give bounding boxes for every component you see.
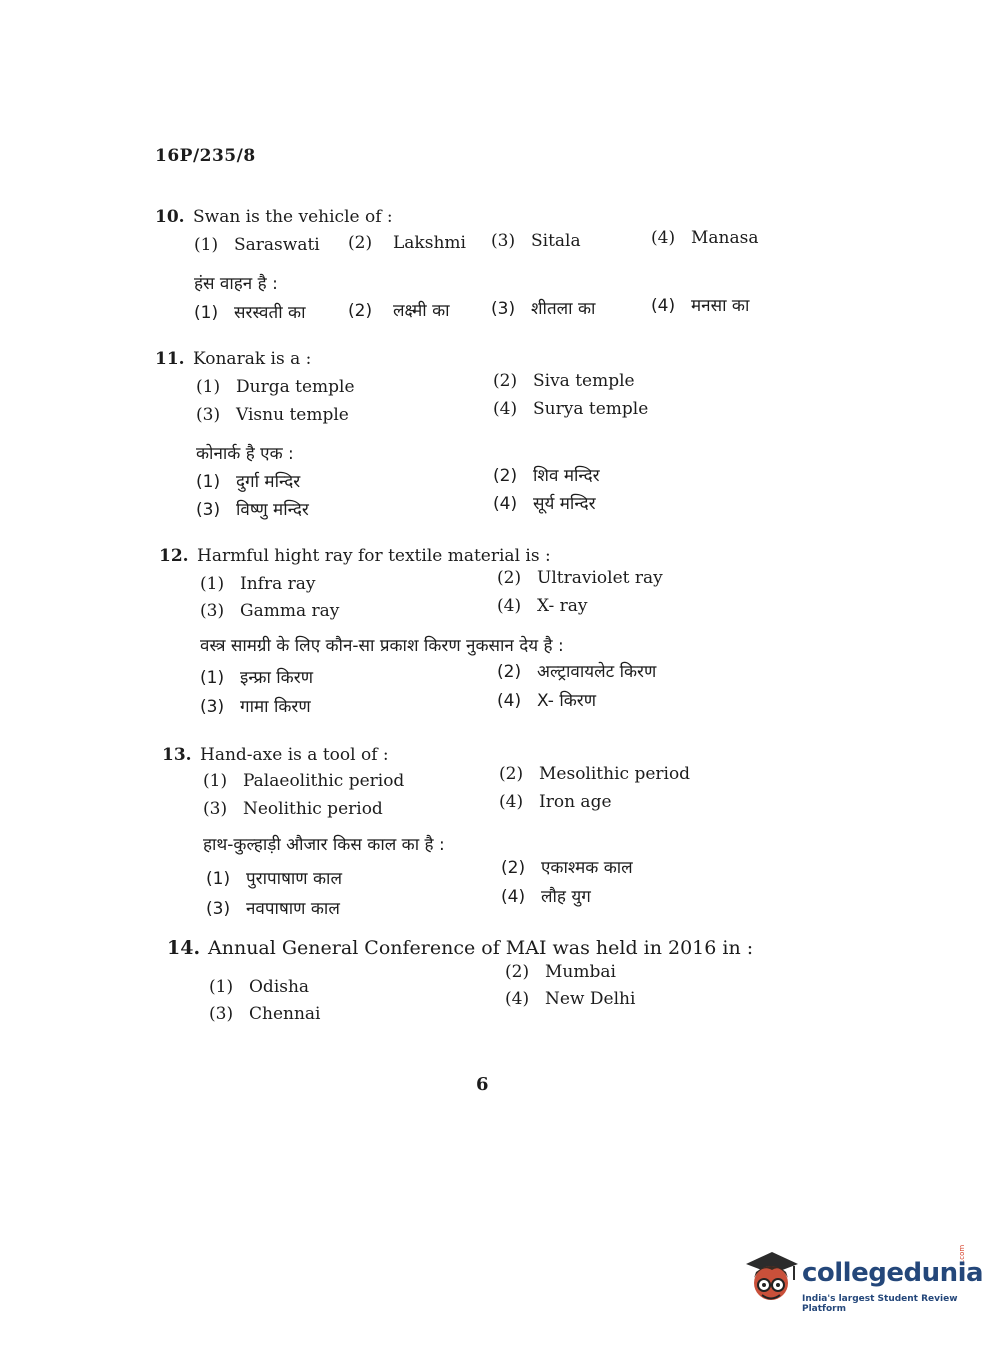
logo-domain: .com <box>958 1244 966 1262</box>
option-10-3-hindi: (3) शीतला का <box>491 299 596 319</box>
option-13-1-hindi: (1) पुरापाषाण काल <box>206 869 342 889</box>
option-10-4: (4) Manasa <box>651 228 759 248</box>
option-11-1: (1) Durga temple <box>196 377 355 397</box>
option-14-4: (4) New Delhi <box>505 989 636 1009</box>
option-12-3-hindi: (3) गामा किरण <box>200 697 311 717</box>
option-13-3: (3) Neolithic period <box>203 799 383 819</box>
option-13-4-hindi: (4) लौह युग <box>501 887 591 907</box>
question-11-hindi: कोनार्क है एक : <box>196 444 294 464</box>
logo-tagline: India's largest Student Review Platform <box>802 1294 958 1314</box>
option-10-3: (3) Sitala <box>491 231 581 251</box>
option-12-1-hindi: (1) इन्फ्रा किरण <box>200 668 313 688</box>
option-11-2: (2) Siva temple <box>493 371 635 391</box>
question-number: 10. <box>155 207 185 227</box>
question-number: 11. <box>155 349 185 369</box>
option-13-3-hindi: (3) नवपाषाण काल <box>206 899 340 919</box>
option-11-2-hindi: (2) शिव मन्दिर <box>493 466 600 486</box>
question-text: Hand-axe is a tool of : <box>200 745 389 765</box>
question-10 <box>155 207 393 227</box>
page-number: 6 <box>476 1074 489 1095</box>
option-12-2: (2) Ultraviolet ray <box>497 568 663 588</box>
question-14 <box>167 937 753 959</box>
question-number: 13. <box>162 745 192 765</box>
option-12-1: (1) Infra ray <box>200 574 316 594</box>
question-text: Konarak is a : <box>193 349 312 369</box>
option-12-4: (4) X- ray <box>497 596 588 616</box>
option-12-3: (3) Gamma ray <box>200 601 340 621</box>
mascot-icon <box>742 1250 800 1310</box>
option-11-3-hindi: (3) विष्णु मन्दिर <box>196 500 309 520</box>
option-13-1: (1) Palaeolithic period <box>203 771 405 791</box>
option-13-2-hindi: (2) एकाश्मक काल <box>501 858 633 878</box>
option-12-2-hindi: (2) अल्ट्रावायलेट किरण <box>497 662 657 682</box>
option-14-1: (1) Odisha <box>209 977 310 997</box>
option-11-1-hindi: (1) दुर्गा मन्दिर <box>196 472 301 492</box>
question-12-hindi: वस्त्र सामग्री के लिए कौन-सा प्रकाश किरण नुकसान देय है : <box>200 636 564 656</box>
option-11-3: (3) Visnu temple <box>196 405 349 425</box>
option-11-4-hindi: (4) सूर्य मन्दिर <box>493 494 596 514</box>
collegedunia-logo <box>742 1244 984 1314</box>
option-14-2: (2) Mumbai <box>505 962 616 982</box>
option-11-4: (4) Surya temple <box>493 399 649 419</box>
paper-code: 16P/235/8 <box>155 146 256 166</box>
question-13-hindi: हाथ-कुल्हाड़ी औजार किस काल का है : <box>203 835 445 855</box>
question-13 <box>162 745 389 765</box>
question-12 <box>159 546 551 566</box>
option-14-3: (3) Chennai <box>209 1004 321 1024</box>
question-10-hindi: हंस वाहन है : <box>194 274 278 294</box>
option-13-4: (4) Iron age <box>499 792 612 812</box>
question-number: 14. <box>167 937 201 959</box>
question-text: Annual General Conference of MAI was held in 2016 in : <box>208 937 754 959</box>
option-10-1: (1) Saraswati <box>194 235 320 255</box>
option-12-4-hindi: (4) X- किरण <box>497 691 597 711</box>
option-10-2-hindi: (2) लक्ष्मी का <box>348 301 450 321</box>
option-10-2: (2) Lakshmi <box>348 233 466 253</box>
logo-brand: collegedunia <box>802 1258 984 1288</box>
question-11 <box>155 349 311 369</box>
question-number: 12. <box>159 546 189 566</box>
question-text: Harmful hight ray for textile material is : <box>197 546 551 566</box>
option-10-4-hindi: (4) मनसा का <box>651 296 750 316</box>
question-text: Swan is the vehicle of : <box>193 207 393 227</box>
option-13-2: (2) Mesolithic period <box>499 764 691 784</box>
option-10-1-hindi: (1) सरस्वती का <box>194 303 306 323</box>
